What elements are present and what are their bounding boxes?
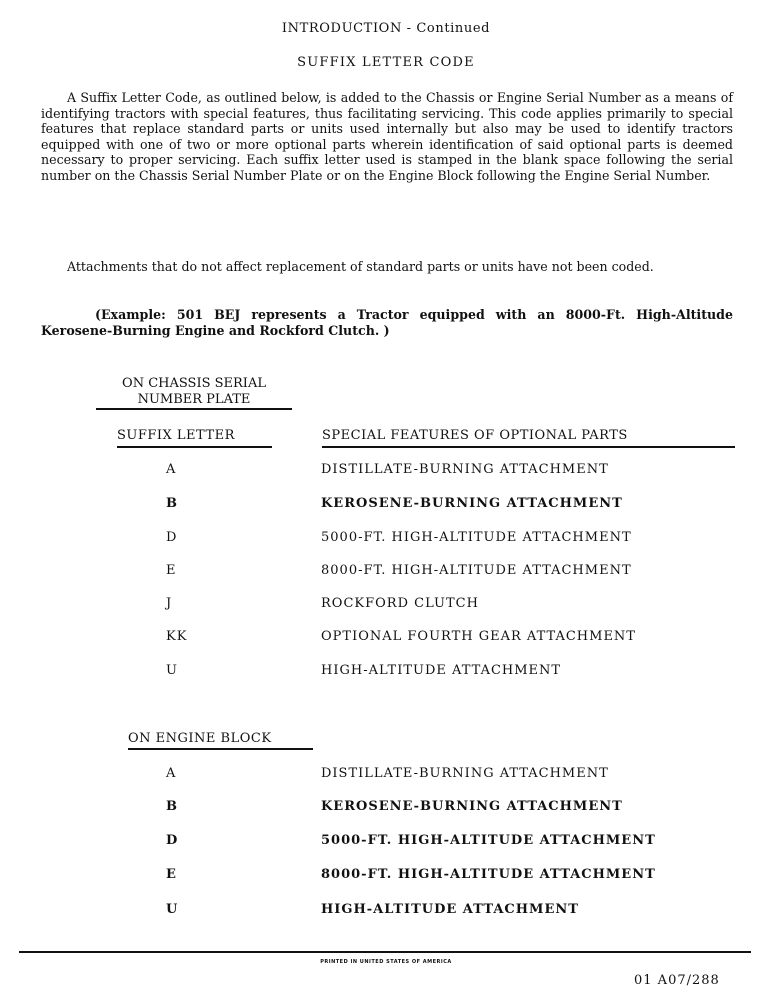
- suffix-code: A: [166, 766, 177, 781]
- table-row: [0, 496, 772, 516]
- table-row: [0, 833, 772, 853]
- feature-description: HIGH-ALTITUDE ATTACHMENT: [321, 663, 562, 678]
- feature-description: HIGH-ALTITUDE ATTACHMENT: [321, 902, 579, 917]
- feature-description: 8000-FT. HIGH-ALTITUDE ATTACHMENT: [321, 867, 656, 882]
- feature-description: DISTILLATE-BURNING ATTACHMENT: [321, 462, 609, 477]
- attachments-note-paragraph: Attachments that do not affect replacement of standard parts or units have not been coded.: [67, 259, 654, 274]
- feature-description: 5000-FT. HIGH-ALTITUDE ATTACHMENT: [321, 530, 632, 545]
- feature-description: ROCKFORD CLUTCH: [321, 596, 479, 611]
- suffix-code: D: [166, 833, 179, 848]
- feature-description: OPTIONAL FOURTH GEAR ATTACHMENT: [321, 629, 636, 644]
- suffix-code: B: [166, 799, 178, 814]
- suffix-code: A: [166, 462, 177, 477]
- document-number: 01 A07/288: [634, 973, 720, 988]
- feature-description: DISTILLATE-BURNING ATTACHMENT: [321, 766, 609, 781]
- example-paragraph: (Example: 501 BEJ represents a Tractor equipped with an 8000-Ft. High-Altitude Kerosene-Burning Engine and Rockford Clutch. ): [41, 307, 733, 338]
- page-header-subtitle: SUFFIX LETTER CODE: [297, 55, 475, 70]
- feature-description: 8000-FT. HIGH-ALTITUDE ATTACHMENT: [321, 563, 632, 578]
- suffix-code: E: [166, 867, 177, 882]
- intro-paragraph: A Suffix Letter Code, as outlined below, is added to the Chassis or Engine Serial Number as a means of identifying tractors with special features, thus facilitating servicing. This code applies primarily to special features that replace standard parts or units used internally but also may be used to identify tractors equipped with one of two or more optional parts wherein identification of said optional parts is deemed necessary to proper servicing. Each suffix letter used is stamped in the blank space following the serial number on the Chassis Serial Number Plate or on the Engine Block following the Engine Serial Number.: [41, 90, 733, 183]
- suffix-code: U: [166, 663, 178, 678]
- suffix-code: B: [166, 496, 178, 511]
- table-row: [0, 629, 772, 649]
- column-header-special-features: SPECIAL FEATURES OF OPTIONAL PARTS: [322, 428, 735, 448]
- table-row: [0, 766, 772, 786]
- chassis-section-title: [96, 376, 292, 410]
- table-row: [0, 530, 772, 550]
- printed-in-usa-note: PRINTED IN UNITED STATES OF AMERICA: [320, 959, 452, 965]
- table-row: [0, 462, 772, 482]
- chassis-section-title-line1: ON CHASSIS SERIAL: [122, 376, 266, 391]
- chassis-section-title-line2: NUMBER PLATE: [137, 392, 251, 407]
- table-row: [0, 563, 772, 583]
- feature-description: KEROSENE-BURNING ATTACHMENT: [321, 799, 623, 814]
- suffix-code: U: [166, 902, 179, 917]
- footer-rule: [19, 951, 751, 953]
- table-row: [0, 799, 772, 819]
- suffix-code: D: [166, 530, 178, 545]
- suffix-code: E: [166, 563, 177, 578]
- suffix-code: KK: [166, 629, 188, 644]
- suffix-code: J: [166, 596, 173, 611]
- table-row: [0, 867, 772, 887]
- table-row: [0, 663, 772, 683]
- engine-section-title: ON ENGINE BLOCK: [128, 731, 313, 750]
- feature-description: 5000-FT. HIGH-ALTITUDE ATTACHMENT: [321, 833, 656, 848]
- feature-description: KEROSENE-BURNING ATTACHMENT: [321, 496, 623, 511]
- page-header-title: INTRODUCTION - Continued: [281, 21, 491, 36]
- column-header-suffix-letter: SUFFIX LETTER: [117, 428, 272, 448]
- table-row: [0, 596, 772, 616]
- table-row: [0, 902, 772, 922]
